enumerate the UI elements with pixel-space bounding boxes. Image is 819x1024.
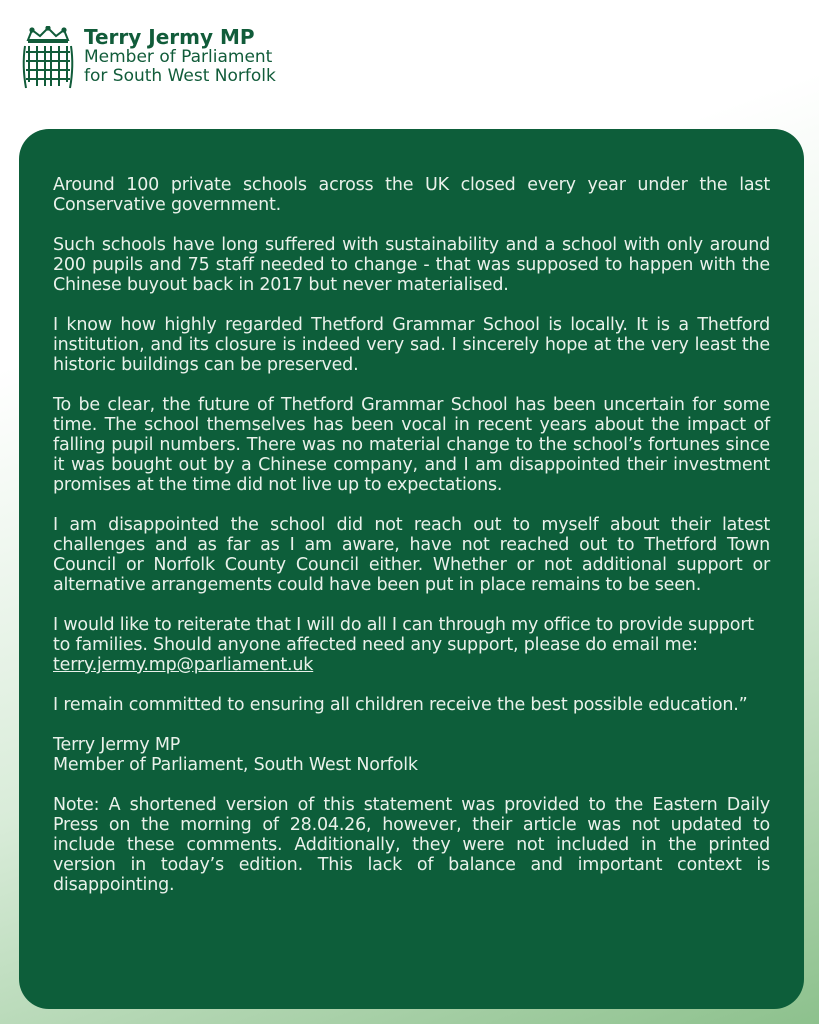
mp-role-line2: for South West Norfolk — [84, 66, 276, 86]
note-paragraph: Note: A shortened version of this statement was provided to the Eastern Daily Press on the morning of 28.04.26, however, their article was not updated to include these comments. Additionally, they were not included in the printed version in today’s edition. This lack of balance and important context is disappointing. — [53, 795, 770, 895]
email-link[interactable]: terry.jermy.mp@parliament.uk — [53, 655, 314, 675]
signature-role: Member of Parliament, South West Norfolk — [53, 755, 418, 775]
statement-card — [19, 129, 804, 1009]
paragraph-5: I am disappointed the school did not reach out to myself about their latest challenges and as far as I am aware, have not reached out to Thetford Town Council or Norfolk County Council either. Whether or not additional support or alternative arrangements could have been put in place remains to be seen. — [53, 515, 770, 595]
paragraph-7: I remain committed to ensuring all children receive the best possible education.” — [53, 695, 748, 715]
portcullis-icon — [20, 26, 76, 92]
mp-name: Terry Jermy MP — [84, 25, 255, 49]
signature-name: Terry Jermy MP — [53, 735, 181, 755]
mp-role-line1: Member of Parliament — [84, 47, 273, 67]
paragraph-6-text: I would like to reiterate that I will do all I can through my office to provide support to families. Should anyone affected need any support, please do email me: — [53, 615, 754, 655]
paragraph-2: Such schools have long suffered with sustainability and a school with only around 200 pupils and 75 staff needed to change - that was supposed to happen with the Chinese buyout back in 2017 but never materialised. — [53, 235, 770, 295]
paragraph-1: Around 100 private schools across the UK closed every year under the last Conservative government. — [53, 175, 770, 215]
paragraph-3: I know how highly regarded Thetford Grammar School is locally. It is a Thetford institution, and its closure is indeed very sad. I sincerely hope at the very least the historic buildings can be preserved. — [53, 315, 770, 375]
signature — [53, 735, 770, 775]
header — [20, 26, 276, 92]
paragraph-6 — [53, 615, 770, 675]
paragraph-4: To be clear, the future of Thetford Grammar School has been uncertain for some time. The school themselves has been vocal in recent years about the impact of falling pupil numbers. There was no material change to the school’s fortunes since it was bought out by a Chinese company, and I am disappointed their investment promises at the time did not live up to expectations. — [53, 395, 770, 495]
header-text — [84, 26, 276, 86]
